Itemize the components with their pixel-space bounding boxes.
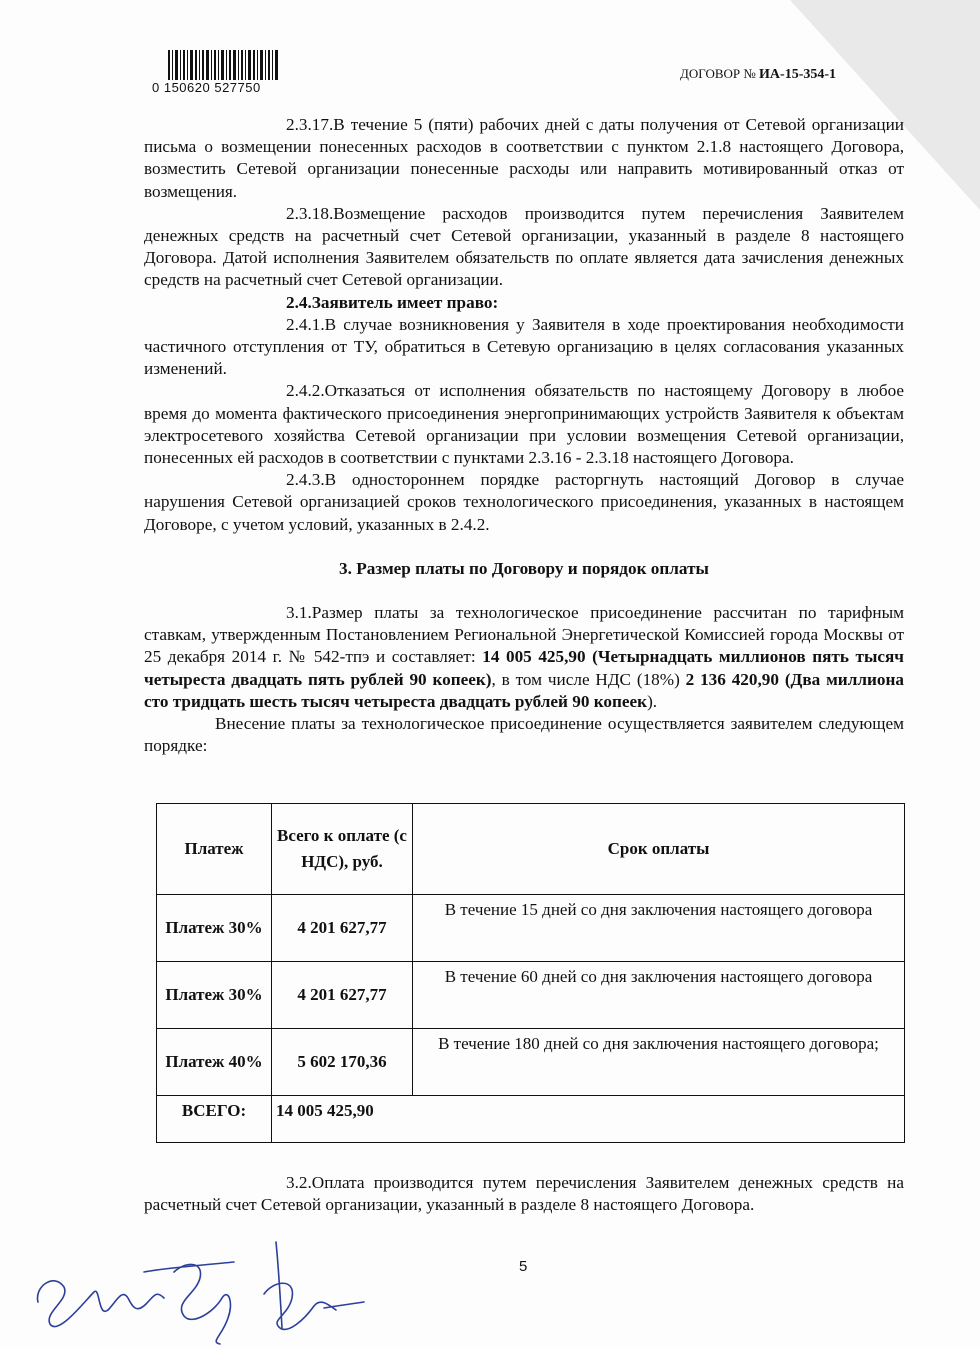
- contract-number: ИА-15-354-1: [759, 67, 837, 82]
- clause-3-2-block: [144, 1172, 904, 1216]
- page-number: 5: [519, 1258, 528, 1275]
- clause-text: В течение 5 (пяти) рабочих дней с даты получения от Сетевой организации письма о возмещении понесенных расходов в соответствии с пунктом 2.1.8 настоящего Договора, возместить Сетевой организации понесенные расходы или направить мотивированный отказ от возмещения.: [144, 115, 904, 201]
- payment-cell: Платеж 40%: [157, 1029, 272, 1096]
- total-amount-text: 14 005 425,90 (Четырнадцать миллионов пять тысяч четыреста двадцать пять рублей 90 копеек): [144, 647, 904, 689]
- clause-3-1: [144, 602, 904, 713]
- amount-cell: 4 201 627,77: [272, 895, 413, 962]
- payment-schedule-table: [156, 803, 905, 1143]
- clause-text: Размер платы за технологическое присоединение рассчитан по тарифным ставкам, утвержденным Постановлением Региональной Энергетической Комиссией города Москвы от 25 декабря 2014 г. № 542-тпэ и составляет:: [144, 603, 904, 667]
- table-total-row: [157, 1096, 905, 1143]
- clause-number: 2.4.: [286, 292, 312, 312]
- table-row: [157, 962, 905, 1029]
- table-row: [157, 1029, 905, 1096]
- clause-number: 2.3.18.: [286, 203, 334, 223]
- payment-order-intro: Внесение платы за технологическое присоединение осуществляется заявителем следующем порядке:: [144, 714, 904, 756]
- amount-cell: 4 201 627,77: [272, 962, 413, 1029]
- vat-amount-text: 2 136 420,90 (Два миллиона сто тридцать шесть тысяч четыреста двадцать рублей 90 копеек: [144, 669, 904, 711]
- clause-2-4: [144, 292, 904, 314]
- clause-2-3-18: [144, 203, 904, 292]
- clause-number: 2.4.2.: [286, 381, 325, 401]
- clause-text: В случае возникновения у Заявителя в ходе проектирования необходимости частичного отступления от ТУ, обратиться в Сетевую организацию в целях согласования указанных изменений.: [144, 314, 904, 379]
- payment-cell: Платеж 30%: [157, 962, 272, 1029]
- clause-number: 2.4.3.: [286, 470, 325, 490]
- section-3-title: 3. Размер платы по Договору и порядок оплаты: [339, 558, 709, 578]
- clause-number: 2.4.1.: [286, 314, 325, 334]
- contract-reference: [680, 66, 836, 83]
- clause-2-4-1: [144, 314, 904, 381]
- clause-number: 3.2.: [286, 1173, 312, 1192]
- term-cell: В течение 60 дней со дня заключения настоящего договора: [413, 962, 905, 1029]
- clause-text: Оплата производится путем перечисления Заявителем денежных средств на расчетный счет Сетевой организации, указанный в разделе 8 настоящего Договора.: [144, 1173, 904, 1215]
- table-header-row: [157, 804, 905, 895]
- clause-text: Возмещение расходов производится путем перечисления Заявителем денежных средств на расчетный счет Сетевой организации, указанный в разделе 8 настоящего Договора. Датой исполнения Заявителем обязательств по оплате является дата зачисления денежных средств на расчетный счет Сетевой организации.: [144, 203, 904, 290]
- document-body: [144, 114, 904, 757]
- clause-text: Заявитель имеет право:: [311, 292, 499, 312]
- clause-text: , в том числе НДС (18%): [491, 669, 686, 689]
- header-payment: Платеж: [157, 804, 272, 895]
- total-value-cell: 14 005 425,90: [272, 1096, 905, 1143]
- clause-2-3-17: [144, 114, 904, 203]
- amount-cell: 5 602 170,36: [272, 1029, 413, 1096]
- barcode-number: 0 150620 527750: [152, 80, 261, 95]
- clause-2-4-3: [144, 469, 904, 536]
- payment-cell: Платеж 30%: [157, 895, 272, 962]
- clause-text: ).: [647, 691, 658, 711]
- clause-text: Отказаться от исполнения обязательств по настоящему Договору в любое время до момента фактического присоединения энергопринимающих устройств Заявителя к объектам электросетевого хозяйства Сетевой организации при условии возмещения Сетевой организации, понесенных ей расходов в соответствии с пунктами 2.3.16 - 2.3.18 настоящего Договора.: [144, 381, 904, 468]
- total-label-cell: ВСЕГО:: [157, 1096, 272, 1143]
- header-term: Срок оплаты: [413, 804, 905, 895]
- contract-label: ДОГОВОР №: [680, 66, 756, 81]
- table-row: [157, 895, 905, 962]
- term-cell: В течение 180 дней со дня заключения настоящего договора;: [413, 1029, 905, 1096]
- handwritten-signatures: [24, 1232, 384, 1348]
- clause-text: В одностороннем порядке расторгнуть настоящий Договор в случае нарушения Сетевой организацией сроков технологического присоединения, указанных в настоящем Договоре, с учетом условий, указанных в 2.4.2.: [144, 470, 904, 534]
- clause-2-4-2: [144, 380, 904, 469]
- clause-number: 3.1.: [286, 603, 312, 623]
- clause-number: 2.3.17.: [286, 115, 334, 134]
- header-amount: Всего к оплате (с НДС), руб.: [272, 804, 413, 895]
- term-cell: В течение 15 дней со дня заключения настоящего договора: [413, 895, 905, 962]
- clause-3-2: [144, 1172, 904, 1216]
